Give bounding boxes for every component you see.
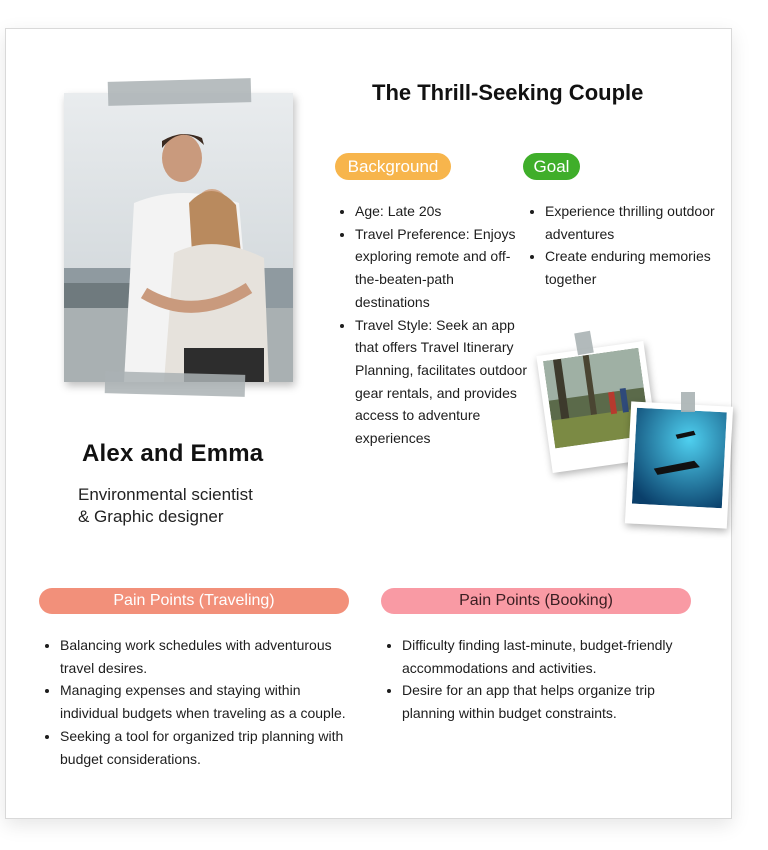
- goal-list: [525, 200, 715, 291]
- pain-booking-list: [382, 634, 692, 725]
- pain-traveling-list: [40, 634, 360, 770]
- list-item: • Age: Late 20s: [355, 200, 530, 223]
- list-item: • Balancing work schedules with adventurous travel desires.: [60, 634, 360, 679]
- list-item: • Difficulty finding last-minute, budget-friendly accommodations and activities.: [402, 634, 692, 679]
- scuba-divers-image: [632, 408, 727, 509]
- polaroid-divers: [625, 401, 733, 528]
- persona-title: The Thrill-Seeking Couple: [372, 80, 644, 105]
- persona-role-line: & Graphic designer: [78, 507, 224, 526]
- polaroid-tape: [681, 392, 695, 412]
- background-pill: Background: [335, 153, 451, 180]
- list-item: • Travel Style: Seek an app that offers Travel Itinerary Planning, facilitates outdoor gear rentals, and provides access to adventure experiences: [355, 314, 530, 450]
- background-list: [335, 200, 530, 450]
- goal-pill: Goal: [523, 153, 580, 180]
- persona-role-line: Environmental scientist: [78, 485, 253, 504]
- list-item: • Seeking a tool for organized trip planning with budget considerations.: [60, 725, 360, 770]
- couple-photo: [64, 93, 293, 382]
- list-item: • Travel Preference: Enjoys exploring remote and off-the-beaten-path destinations: [355, 223, 530, 314]
- tape-strip-bottom: [105, 371, 246, 397]
- pain-traveling-pill: Pain Points (Traveling): [39, 588, 349, 614]
- list-item: • Desire for an app that helps organize trip planning within budget constraints.: [402, 679, 692, 724]
- couple-photo-image: [64, 93, 293, 382]
- pain-booking-pill: Pain Points (Booking): [381, 588, 691, 614]
- persona-name: Alex and Emma: [82, 440, 264, 467]
- persona-role: [78, 484, 308, 528]
- tape-strip-top: [108, 78, 252, 106]
- list-item: • Managing expenses and staying within individual budgets when traveling as a couple.: [60, 679, 360, 724]
- list-item: • Create enduring memories together: [545, 245, 715, 290]
- list-item: • Experience thrilling outdoor adventures: [545, 200, 715, 245]
